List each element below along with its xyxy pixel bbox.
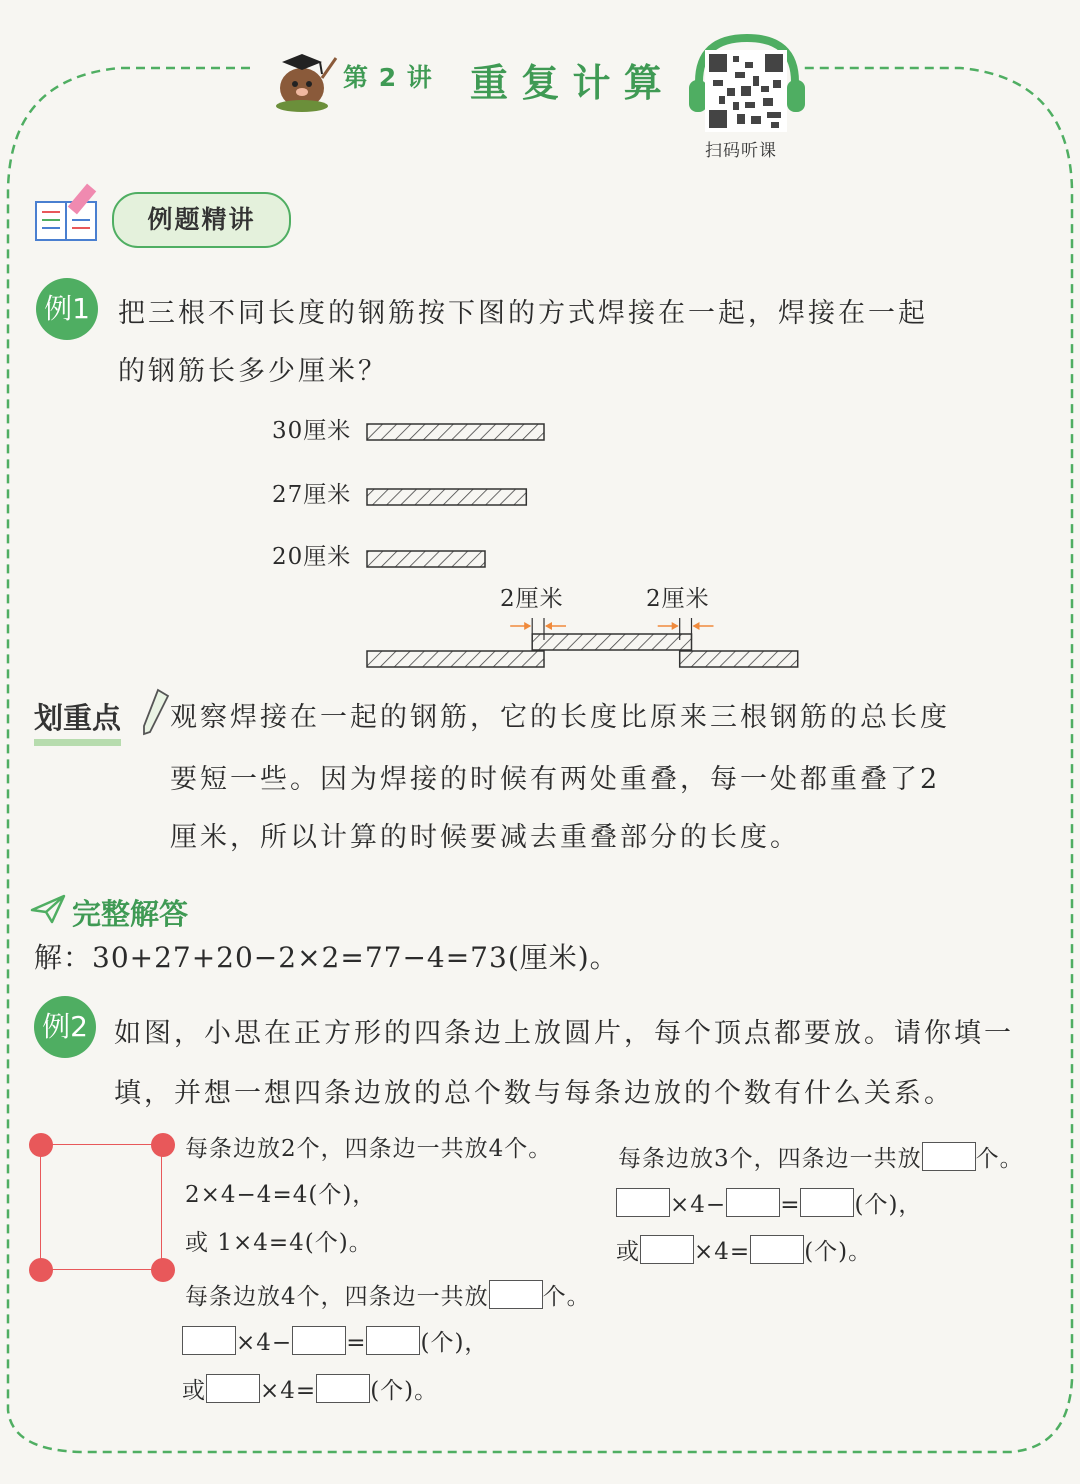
bar-label-2: 27厘米 bbox=[272, 482, 352, 508]
welded-bar-2 bbox=[532, 634, 691, 650]
case3-or: 或 bbox=[616, 1239, 640, 1265]
case2-line2: 2×4−4=4(个)， bbox=[185, 1182, 377, 1208]
corner-dot-top-right bbox=[151, 1133, 175, 1157]
answer-label: 完整解答 bbox=[72, 897, 189, 931]
case2-line1: 每条边放2个，四条边一共放4个。 bbox=[185, 1136, 553, 1162]
case4-or: 或 bbox=[182, 1378, 206, 1404]
case3-line2 bbox=[616, 1188, 922, 1217]
example1-badge: 例1 bbox=[36, 278, 98, 340]
bar-label-1: 30厘米 bbox=[272, 418, 352, 444]
case4-unit-comma: (个)， bbox=[420, 1330, 489, 1356]
case3-line1-suffix: 个。 bbox=[975, 1146, 1024, 1172]
case4-subtract-box[interactable] bbox=[292, 1326, 346, 1355]
case3-line3 bbox=[616, 1235, 872, 1264]
case3-subtract-box[interactable] bbox=[726, 1188, 780, 1217]
example1-question-line2: 的钢筋长多少厘米？ bbox=[118, 356, 388, 387]
overlap-arrowhead-left-2 bbox=[672, 622, 679, 630]
case3-alt-result-box[interactable] bbox=[750, 1235, 804, 1264]
rebar-bar-2 bbox=[367, 489, 526, 505]
pencil-icon bbox=[138, 688, 170, 738]
overlap-arrowhead-right-1 bbox=[545, 622, 552, 630]
example2-badge: 例2 bbox=[34, 996, 96, 1058]
overlap-label-1: 2厘米 bbox=[500, 586, 564, 612]
case4-total-box[interactable] bbox=[489, 1280, 543, 1309]
bar-label-3: 20厘米 bbox=[272, 544, 352, 570]
page-title: 重 复 计 算 bbox=[470, 61, 662, 105]
overlap-label-2: 2厘米 bbox=[646, 586, 710, 612]
case4-line1-prefix: 每条边放4个，四条边一共放 bbox=[185, 1284, 489, 1310]
rebar-bar-3 bbox=[367, 551, 485, 567]
key-point-line2: 要短一些。因为焊接的时候有两处重叠，每一处都重叠了2 bbox=[170, 764, 941, 795]
case4-unit-period: (个)。 bbox=[370, 1378, 439, 1404]
case3-unit-period: (个)。 bbox=[804, 1239, 873, 1265]
case3-equals: = bbox=[780, 1192, 801, 1218]
case4-result-box[interactable] bbox=[366, 1326, 420, 1355]
example2-question-line2: 填，并想一想四条边放的总个数与每条边放的个数有什么关系。 bbox=[114, 1078, 954, 1109]
case4-line2 bbox=[182, 1326, 488, 1355]
overlap-arrowhead-left-1 bbox=[524, 622, 531, 630]
case4-line1 bbox=[185, 1280, 591, 1309]
rebar-bar-1 bbox=[367, 424, 544, 440]
key-point-label bbox=[34, 696, 121, 746]
case3-line1 bbox=[618, 1142, 1024, 1171]
key-point-line3: 厘米，所以计算的时候要减去重叠部分的长度。 bbox=[170, 822, 800, 853]
case4-per-side-box[interactable] bbox=[182, 1326, 236, 1355]
case3-result-box[interactable] bbox=[800, 1188, 854, 1217]
corner-dot-top-left bbox=[29, 1133, 53, 1157]
case3-unit-comma: (个)， bbox=[854, 1192, 923, 1218]
lecture-number: 第 2 讲 bbox=[343, 63, 433, 92]
case3-times4-eq: ×4= bbox=[694, 1239, 751, 1265]
paper-plane-icon bbox=[30, 894, 68, 924]
corner-dot-bottom-left bbox=[29, 1258, 53, 1282]
example2-question-line1: 如图，小思在正方形的四条边上放圆片，每个顶点都要放。请你填一 bbox=[114, 1018, 1014, 1049]
corner-dot-bottom-right bbox=[151, 1258, 175, 1282]
case3-line1-prefix: 每条边放3个，四条边一共放 bbox=[618, 1146, 922, 1172]
case4-line3 bbox=[182, 1374, 438, 1403]
case2-line3: 或 1×4=4(个)。 bbox=[185, 1230, 373, 1256]
square-outline bbox=[40, 1144, 162, 1270]
case3-times4-minus: ×4− bbox=[670, 1192, 727, 1218]
case4-line1-suffix: 个。 bbox=[542, 1284, 591, 1310]
case4-alt-result-box[interactable] bbox=[316, 1374, 370, 1403]
case4-alt-box[interactable] bbox=[206, 1374, 260, 1403]
case4-equals: = bbox=[346, 1330, 367, 1356]
case3-total-box[interactable] bbox=[922, 1142, 976, 1171]
overlap-arrowhead-right-2 bbox=[693, 622, 700, 630]
case3-alt-box[interactable] bbox=[640, 1235, 694, 1264]
case4-times4-eq: ×4= bbox=[260, 1378, 317, 1404]
welded-bar-3 bbox=[680, 651, 798, 667]
case3-per-side-box[interactable] bbox=[616, 1188, 670, 1217]
key-point-text: 划重点 bbox=[34, 696, 121, 746]
answer-text: 解：30+27+20−2×2=77−4=73(厘米)。 bbox=[34, 941, 619, 974]
section-tag-label: 例题精讲 bbox=[147, 205, 256, 234]
key-point-line1: 观察焊接在一起的钢筋，它的长度比原来三根钢筋的总长度 bbox=[170, 702, 950, 733]
qr-caption: 扫码听课 bbox=[705, 141, 777, 161]
welded-bar-1 bbox=[367, 651, 544, 667]
example1-question-line1: 把三根不同长度的钢筋按下图的方式焊接在一起，焊接在一起 bbox=[118, 298, 928, 329]
case4-times4-minus: ×4− bbox=[236, 1330, 293, 1356]
